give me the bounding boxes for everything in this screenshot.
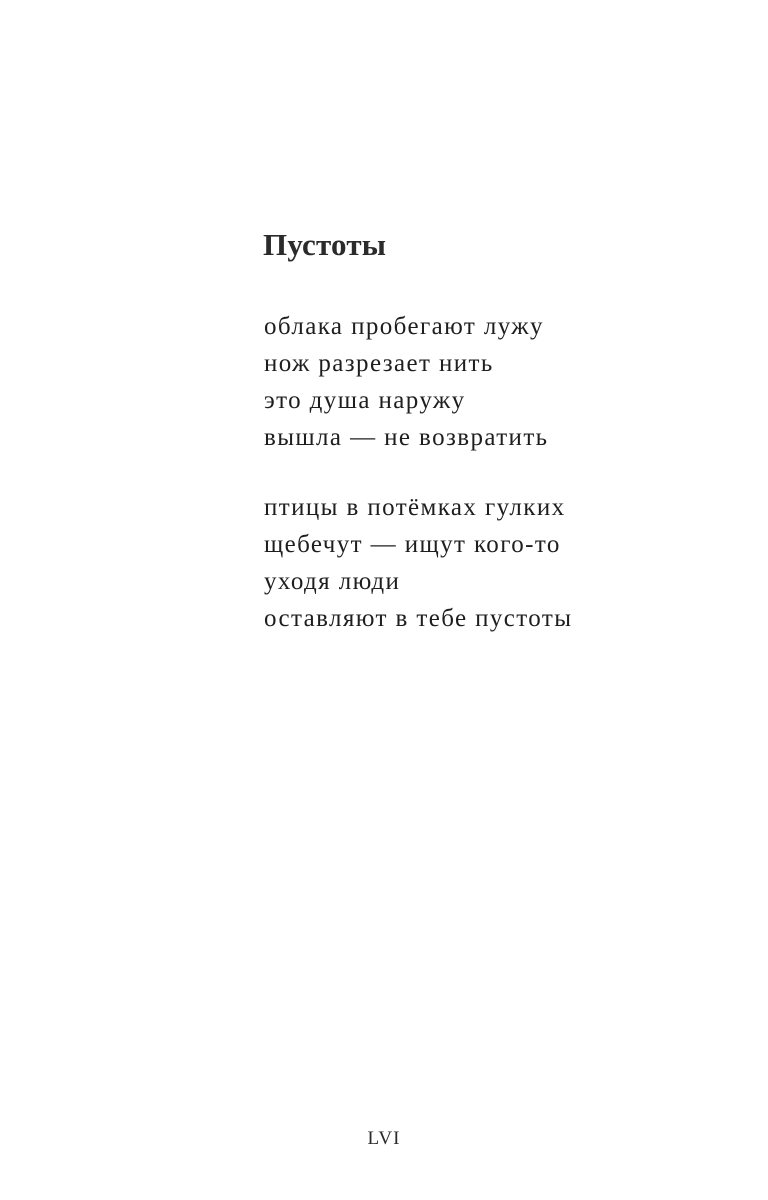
verse-line: облака пробегают лужу	[264, 313, 544, 340]
stanza-2	[264, 489, 572, 637]
verse-line: оставляют в тебе пустоты	[264, 605, 573, 632]
poem-title: Пустоты	[263, 227, 387, 262]
page-number: LVI	[367, 1128, 401, 1149]
stanza-1	[264, 308, 548, 456]
verse-line: птицы в потёмках гулких	[264, 494, 566, 521]
verse-line: щебечут — ищут кого-то	[264, 531, 561, 558]
verse-line: уходя люди	[264, 568, 401, 595]
verse-line: нож разрезает нить	[264, 350, 494, 377]
verse-line: вышла — не возвратить	[264, 424, 549, 451]
verse-line: это душа наружу	[264, 387, 466, 414]
